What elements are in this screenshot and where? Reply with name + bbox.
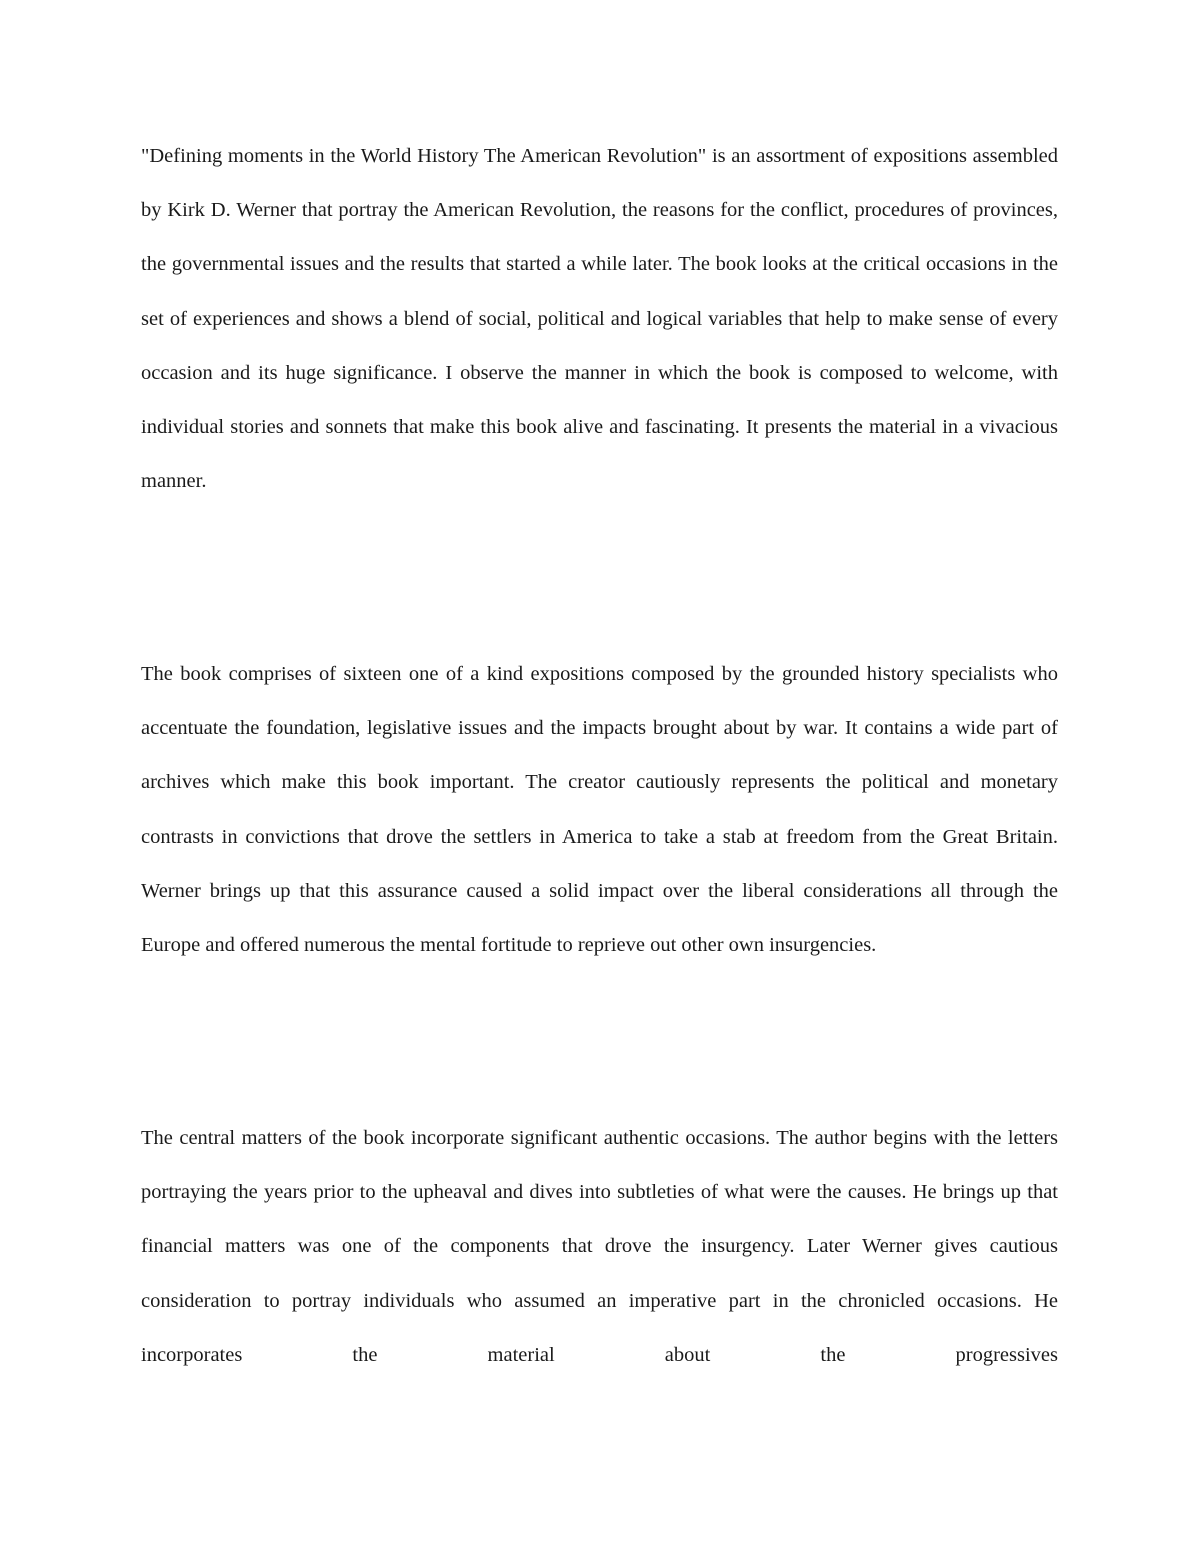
paragraph-text: The central matters of the book incorporate significant authentic occasions. The author begins with the letters portraying the years prior to the upheaval and dives into subtleties of what were the causes. He brings up that financial matters was one of the components that drove the insurgency. Later Werner gives cautious consideration to portray individuals who assumed an imperative part in the chronicled occasions. He incorporates the material about the progressives [141, 1127, 1058, 1366]
paragraph-text: The book comprises of sixteen one of a kind expositions composed by the grounded history specialists who accentuate the foundation, legislative issues and the impacts brought about by war. It contains a wide part of archives which make this book important. The creator cautiously represents the political and monetary contrasts in convictions that drove the settlers in America to take a stab at freedom from the Great Britain. Werner brings up that this assurance caused a solid impact over the liberal considerations all through the Europe and offered numerous the mental fortitude to reprieve out other own insurgencies. [141, 663, 1058, 957]
paragraph-text: "Defining moments in the World History The American Revolution" is an assortment of expositions assembled by Kirk D. Werner that portray the American Revolution, the reasons for the conflict, procedures of provinces, the governmental issues and the results that started a while later. The book looks at the critical occasions in the set of experiences and shows a blend of social, political and logical variables that help to make sense of every occasion and its huge significance. I observe the manner in which the book is composed to welcome, with individual stories and sonnets that make this book alive and fascinating. It presents the material in a vivacious manner. [141, 145, 1058, 493]
paragraph-3 [141, 1111, 1058, 1382]
paragraph-2 [141, 647, 1058, 972]
paragraph-1 [141, 129, 1058, 508]
